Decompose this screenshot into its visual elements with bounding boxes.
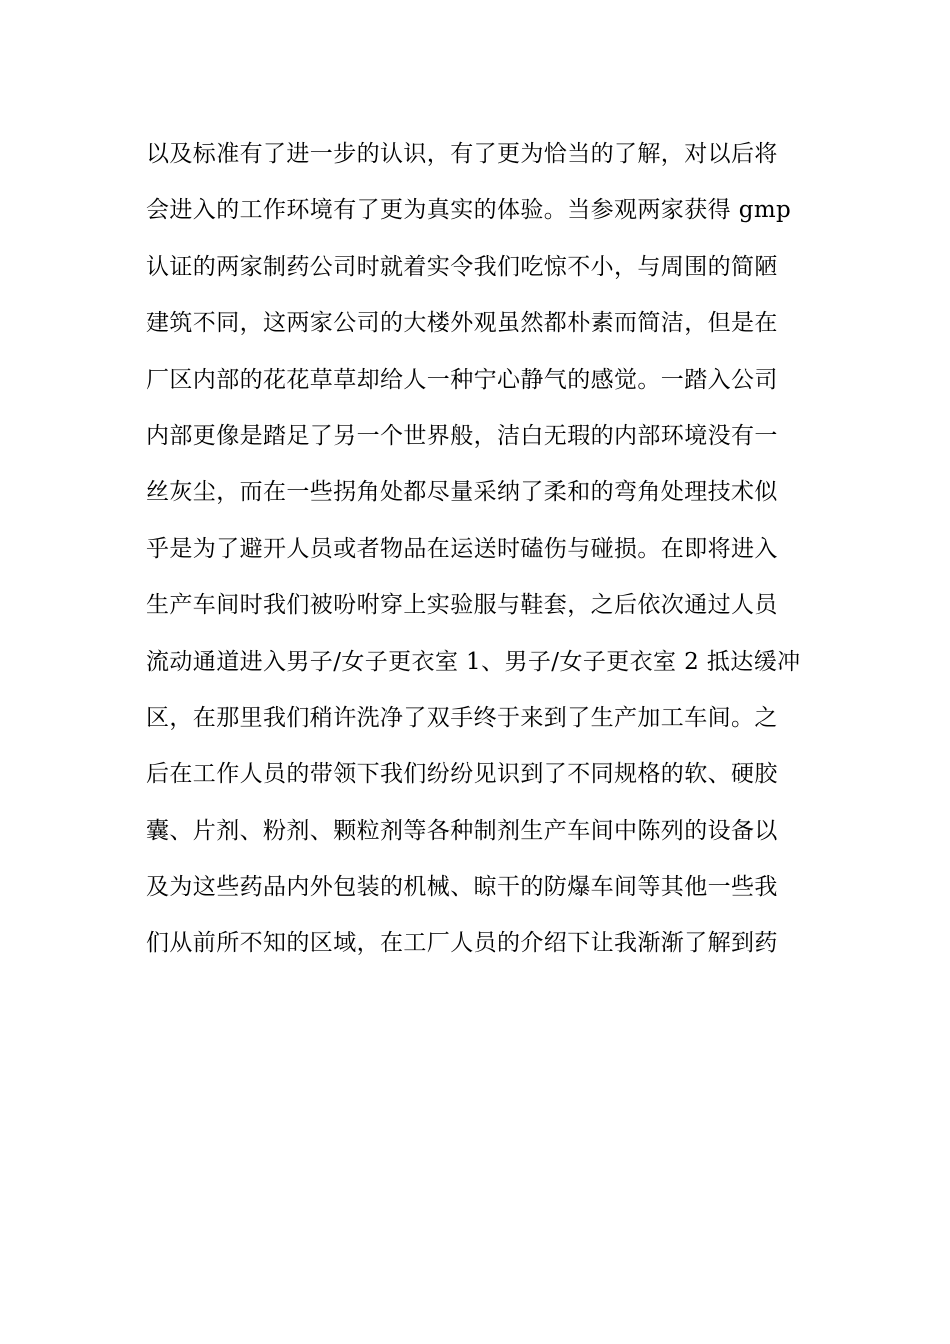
body-paragraph — [146, 133, 826, 979]
text-line: 囊、片剂、粉剂、颗粒剂等各种制剂生产车间中陈列的设备以 — [146, 817, 778, 844]
text-line: 们从前所不知的区域，在工厂人员的介绍下让我渐渐了解到药 — [146, 930, 778, 957]
text-line: 生产车间时我们被吩咐穿上实验服与鞋套，之后依次通过人员 — [146, 592, 778, 619]
text-line: 建筑不同，这两家公司的大楼外观虽然都朴素而简洁，但是在 — [146, 310, 778, 337]
text-line: 厂区内部的花花草草却给人一种宁心静气的感觉。一踏入公司 — [146, 366, 778, 393]
text-line: 会进入的工作环境有了更为真实的体验。当参观两家获得 gmp — [146, 197, 792, 224]
text-line: 认证的两家制药公司时就着实令我们吃惊不小，与周围的简陋 — [146, 253, 778, 280]
text-line: 及为这些药品内外包装的机械、晾干的防爆车间等其他一些我 — [146, 874, 778, 901]
text-line: 乎是为了避开人员或者物品在运送时磕伤与碰损。在即将进入 — [146, 535, 778, 562]
text-line: 后在工作人员的带领下我们纷纷见识到了不同规格的软、硬胶 — [146, 761, 778, 788]
text-line: 内部更像是踏足了另一个世界般，洁白无瑕的内部环境没有一 — [146, 422, 778, 449]
text-line: 区，在那里我们稍许洗净了双手终于来到了生产加工车间。之 — [146, 704, 778, 731]
text-line: 丝灰尘，而在一些拐角处都尽量采纳了柔和的弯角处理技术似 — [146, 479, 778, 506]
text-line: 以及标准有了进一步的认识，有了更为恰当的了解，对以后将 — [146, 141, 778, 167]
text-line: 流动通道进入男子/女子更衣室 1、男子/女子更衣室 2 抵达缓冲 — [146, 648, 801, 675]
